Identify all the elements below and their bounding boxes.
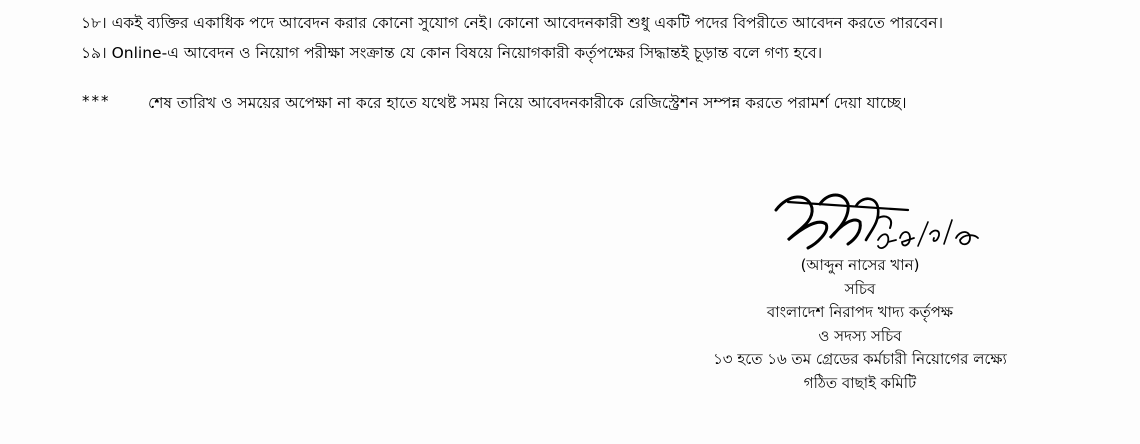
signatory-organization: বাংলাদেশ নিরাপদ খাদ্য কর্তৃপক্ষ (766, 303, 954, 321)
signatory-title: সচিব (844, 279, 876, 298)
clause-19: ১৯। Online-এ আবেদন ও নিয়োগ পরীক্ষা সংক্রান্ত যে কোন বিষয়ে নিয়োগকারী কর্তৃপক্ষের সিদ্ধান্তই চূড়ান্ত বলে গণ্য হবে। (81, 44, 823, 62)
handwritten-date (872, 216, 982, 256)
committee-line-2: গঠিত বাছাই কমিটি (803, 373, 917, 392)
note-marker: *** (82, 92, 111, 110)
signatory-name: (আব্দুন নাসের খান) (800, 256, 920, 274)
committee-line-1: ১৩ হতে ১৬ তম গ্রেডের কর্মচারী নিয়োগের লক্ষ্যে (713, 350, 1007, 368)
signatory-block (660, 254, 1060, 395)
registration-advice-note: শেষ তারিখ ও সময়ের অপেক্ষা না করে হাতে যথেষ্ট সময় নিয়ে আবেদনকারীকে রেজিস্ট্রেশন সম্পন্ন করতে পরামর্শ দেয়া যাচ্ছে। (148, 94, 907, 112)
signatory-role: ও সদস্য সচিব (818, 326, 902, 345)
clause-18: ১৮। একই ব্যক্তির একাধিক পদে আবেদন করার কোনো সুযোগ নেই। কোনো আবেদনকারী শুধু একটি পদের বিপরীতে আবেদন করতে পারবেন। (81, 14, 944, 32)
